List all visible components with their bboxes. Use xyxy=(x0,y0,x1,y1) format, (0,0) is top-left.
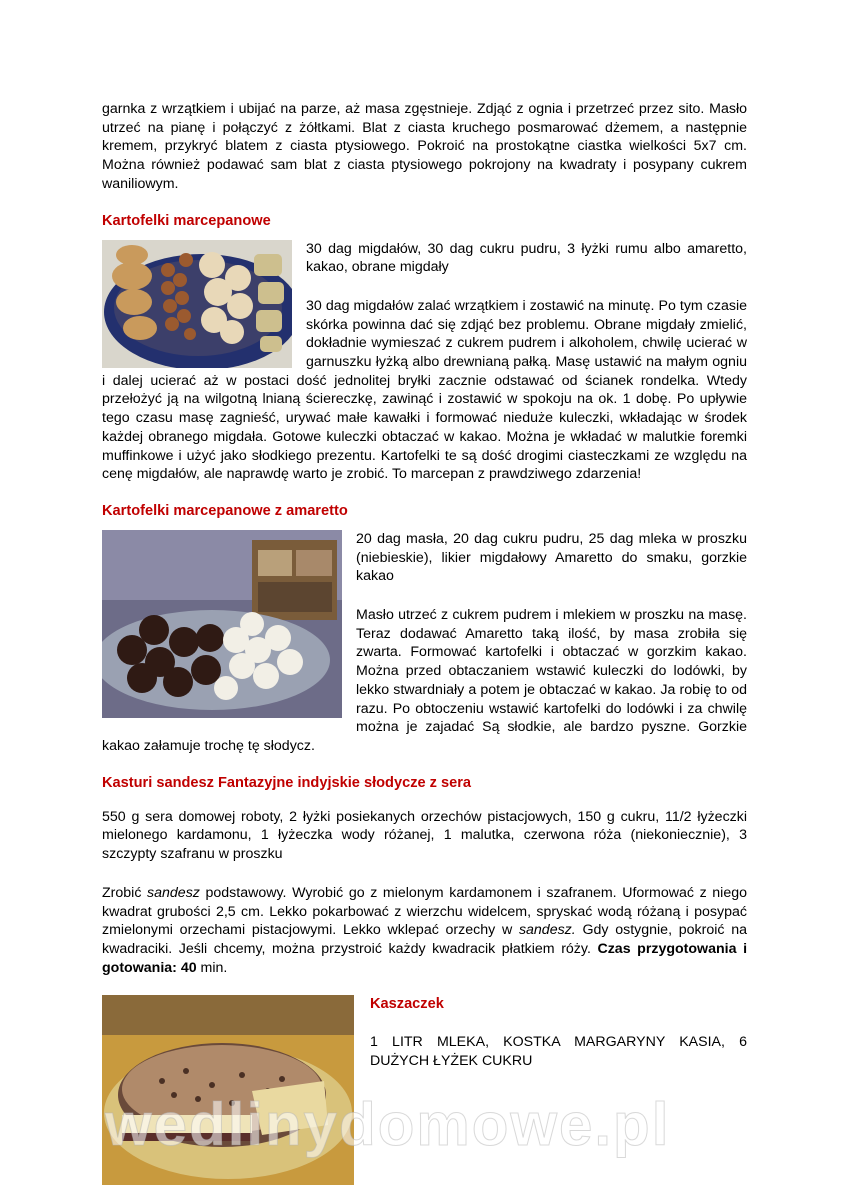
recipe4-title: Kaszaczek xyxy=(370,996,444,1013)
sandesz-term: sandesz xyxy=(147,884,200,901)
recipe1-title: Kartofelki marcepanowe xyxy=(102,212,271,229)
marzipan-cookies-photo xyxy=(102,240,292,368)
recipe1-ingredients: 30 dag migdałów, 30 dag cukru pudru, 3 łyżki rumu albo amaretto, kakao, obrane migdały xyxy=(306,240,747,276)
prep-time-label: Czas przygotowania i gotowania: 40 xyxy=(102,940,748,976)
sandesz-term-2: sandesz. xyxy=(518,922,576,939)
recipe3-ingredients: 550 g sera domowej roboty, 2 łyżki posiekanych orzechów pistacjowych, 150 g cukru, 11/2 łyżeczki mielonego kardamonu, 1 łyżeczka wody różanej, 1 malutka, czerwona róża (niekoniecznie), 3 szczypty szafranu w proszku xyxy=(102,808,747,863)
recipe2-ingredients: 20 dag masła, 20 dag cukru pudru, 25 dag mleka w proszku (niebieskie), likier migdałowy Amaretto do smaku, gorzkie kakao xyxy=(356,530,747,585)
recipe2-title: Kartofelki marcepanowe z amaretto xyxy=(102,502,348,519)
document-page xyxy=(102,100,747,1187)
recipe3-title: Kasturi sandesz Fantazyjne indyjskie słodycze z sera xyxy=(102,774,472,791)
watermark: wedlinydomowe.pl xyxy=(105,1091,671,1158)
recipe4-ingredients: 1 LITR MLEKA, KOSTKA MARGARYNY KASIA, 6 DUŻYCH ŁYŻEK CUKRU xyxy=(370,1034,747,1070)
intro-paragraph: garnka z wrzątkiem i ubijać na parze, aż masa zgęstnieje. Zdjąć z ognia i przetrzeć przez sito. Masło utrzeć na pianę i połączyć z żółtkami. Blat z ciasta kruchego posmarować dżemem, a następnie kremem, przykryć blatem z ciasta ptysiowego. Pokroić na prostokątne ciastka wielkości 5x7 cm. Można również podawać sam blat z ciasta ptysiowego pokrojony na kwadraty i posypany cukrem waniliowym. xyxy=(102,101,747,192)
kaszaczek-cake-photo xyxy=(102,995,354,1185)
recipe1-method: 30 dag migdałów zalać wrzątkiem i zostawić na minutę. Po tym czasie skórka powinna dać się zdjąć bez problemu. Obrane migdały zmielić, dokładnie wymieszać z cukrem pudrem i alkoholem, chwilę ucierać w garnuszku łyżką albo drewnianą pałką. Masę ustawić na małym ogniu i dalej ucierać aż w postaci dość jednolitej bryłki zacznie odstawać od ścianek rondelka. Wtedy przełożyć ją na wilgotną lnianą ściereczkę, zawinąć i zostawić w spokoju na ok. 1 dobę. Po upływie tego czasu masę zagnieść, urywać małe kawałki i formować nieduże kuleczki, wkładając w środek każdej obranego migdała. Gotowe kuleczki obtaczać w kakao. Można je wkładać w malutkie foremki muffinkowe i użyć jako słodkiego prezentu. Kartofelki te są dość drogimi ciasteczkami ze względu na cenę migdałów, ale naprawdę warto je zrobić. To marcepan z prawdziwego zdarzenia! xyxy=(102,297,747,483)
amaretto-balls-photo xyxy=(102,530,342,718)
recipe2-method: Masło utrzeć z cukrem pudrem i mlekiem w proszku na masę. Teraz dodawać Amaretto taką ilość, by masa zrobiła się zwarta. Formować kartofelki i obtaczać w gorzkim kakao. Można przed obtaczaniem wstawić kuleczki do lodówki, by lekko stwardniały a potem je obtaczać w kakao. Ja robię to od razu. Po obtoczeniu wstawić kartofelki do lodówki i za chwilę można je zajadać Są słodkie, ale bardzo pyszne. Gorzkie kakao załamuje trochę tę słodycz. xyxy=(102,607,747,754)
recipe3-method: Zrobić sandesz podstawowy. Wyrobić go z mielonym kardamonem i szafranem. Uformować z niego kwadrat grubości 2,5 cm. Lekko pokarbować z wierzchu widelcem, spryskać wodą różaną i posypać zmielonymi orzechami pistacjowymi. Lekko wklepać orzechy w sandesz. Gdy ostygnie, pokroić na kwadraciki. Jeśli chcemy, można przystroić każdy kwadracik płatkiem róży. Czas przygotowania i gotowania: 40 min. xyxy=(102,884,748,976)
